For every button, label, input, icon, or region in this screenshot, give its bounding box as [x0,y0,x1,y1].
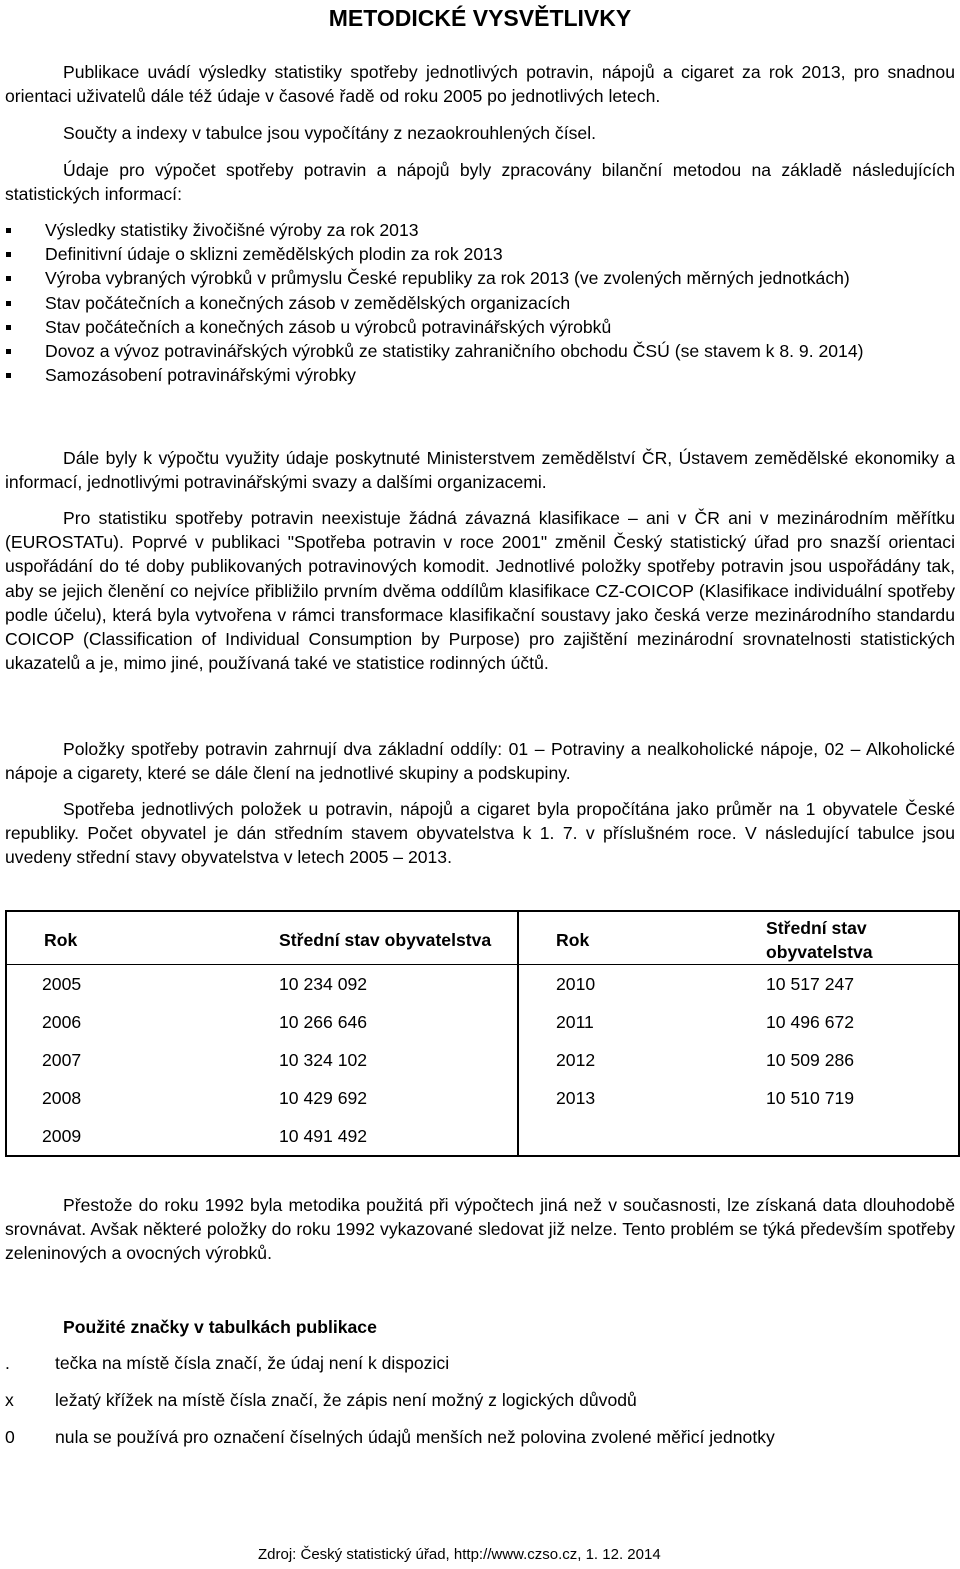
list-item: Výroba vybraných výrobků v průmyslu České republiky za rok 2013 (ve zvolených měrných jednotkách) [5,266,955,290]
table-row: 2006 10 266 646 2011 10 496 672 [6,1003,959,1041]
population-table [5,910,960,1157]
col-header-population: Střední stav obyvatelstva [279,911,518,965]
table-row: 2009 10 491 492 [6,1117,959,1156]
intro-paragraph: Publikace uvádí výsledky statistiky spotřeby jednotlivých potravin, nápojů a cigaret za rok 2013, pro snadnou orientaci uživatelů dále též údaje v časové řadě od roku 2005 po jednotlivých letech. [5,62,955,107]
table-row: 2007 10 324 102 2012 10 509 286 [6,1041,959,1079]
ministry-paragraph: Dále byly k výpočtu využity údaje poskytnuté Ministerstvem zemědělství ČR, Ústavem zemědělské ekonomiky a informací, jednotlivými potravinářskými svazy a dalšími organizacemi. [5,448,955,493]
col-header-population: Střední stav obyvatelstva [766,911,959,965]
table-header-row [6,911,959,965]
symbol-glyph: . [5,1353,10,1373]
table-row: 2008 10 429 692 2013 10 510 719 [6,1079,959,1117]
col-header-year: Rok [6,911,279,965]
symbol-description: tečka na místě čísla značí, že údaj není k dispozici [55,1353,450,1373]
classification-paragraph: Pro statistiku spotřeby potravin neexistuje žádná závazná klasifikace – ani v ČR ani v mezinárodním měřítku (EUROSTATu). Poprvé v publikaci "Spotřeba potravin v roce 2001" změnil Český statistický úřad pro snazší orientaci uspořádání do té doby publikovaných potravinových komodit. Jednotlivé položky spotřeby potravin jsou uspořádány tak, aby se jejich členění co nejvíce přibližilo prvním dvěma oddílům klasifikace CZ-COICOP (Klasifikace individuální spotřeby podle účelu), která byla vytvořena v rámci transformace klasifikační soustavy jako česká verze mezinárodního standardu COICOP (Classification of Individual Consumption by Purpose) pro zajištění mezinárodní srovnatelnosti statistických ukazatelů a je, mimo jiné, používaná také ve statistice rodinných účtů. [5,508,955,674]
col-header-year: Rok [518,911,766,965]
list-item: Dovoz a vývoz potravinářských výrobků ze statistiky zahraničního obchodu ČSÚ (se stavem k 8. 9. 2014) [5,339,955,363]
symbol-glyph: 0 [5,1427,15,1447]
since-1992-paragraph: Přestože do roku 1992 byla metodika použitá při výpočtech jiná než v současnosti, lze získaná data dlouhodobě srovnávat. Avšak některé položky do roku 1992 vykazované sledovat již nelze. Tento problém se týká především spotřeby zeleninových a ovocných výrobků. [5,1195,955,1264]
divisions-paragraph: Položky spotřeby potravin zahrnují dva základní oddíly: 01 – Potraviny a nealkoholické nápoje, 02 – Alkoholické nápoje a cigarety, které se dále člení na jednotlivé skupiny a podskupiny. [5,739,955,784]
data-sources-paragraph: Údaje pro výpočet spotřeby potravin a nápojů byly zpracovány bilanční metodou na základě následujících statistických informací: [5,160,955,205]
sources-list [5,218,955,387]
list-item: Stav počátečních a konečných zásob v zemědělských organizacích [5,291,955,315]
symbol-glyph: x [5,1390,14,1410]
list-item: Stav počátečních a konečných zásob u výrobců potravinářských výrobků [5,315,955,339]
table-row: 2005 10 234 092 2010 10 517 247 [6,965,959,1004]
per-capita-paragraph: Spotřeba jednotlivých položek u potravin, nápojů a cigaret byla propočítána jako průměr na 1 obyvatele České republiky. Počet obyvatel je dán středním stavem obyvatelstva k 1. 7. v příslušném roce. V následující tabulce jsou uvedeny střední stavy obyvatelstva v letech 2005 – 2013. [5,799,955,868]
sums-paragraph: Součty a indexy v tabulce jsou vypočítány z nezaokrouhlených čísel. [63,123,596,143]
symbol-description: ležatý křížek na místě čísla značí, že zápis není možný z logických důvodů [55,1390,637,1410]
page-title: METODICKÉ VYSVĚTLIVKY [328,5,632,31]
list-item: Definitivní údaje o sklizni zemědělských plodin za rok 2013 [5,242,955,266]
list-item: Samozásobení potravinářskými výrobky [5,363,955,387]
symbols-heading: Použité značky v tabulkách publikace [63,1317,377,1337]
source-footer: Zdroj: Český statistický úřad, http://www.czso.cz, 1. 12. 2014 [258,1546,661,1563]
symbol-description: nula se používá pro označení číselných údajů menších než polovina zvolené měřicí jednotky [55,1427,775,1447]
list-item: Výsledky statistiky živočišné výroby za rok 2013 [5,218,955,242]
